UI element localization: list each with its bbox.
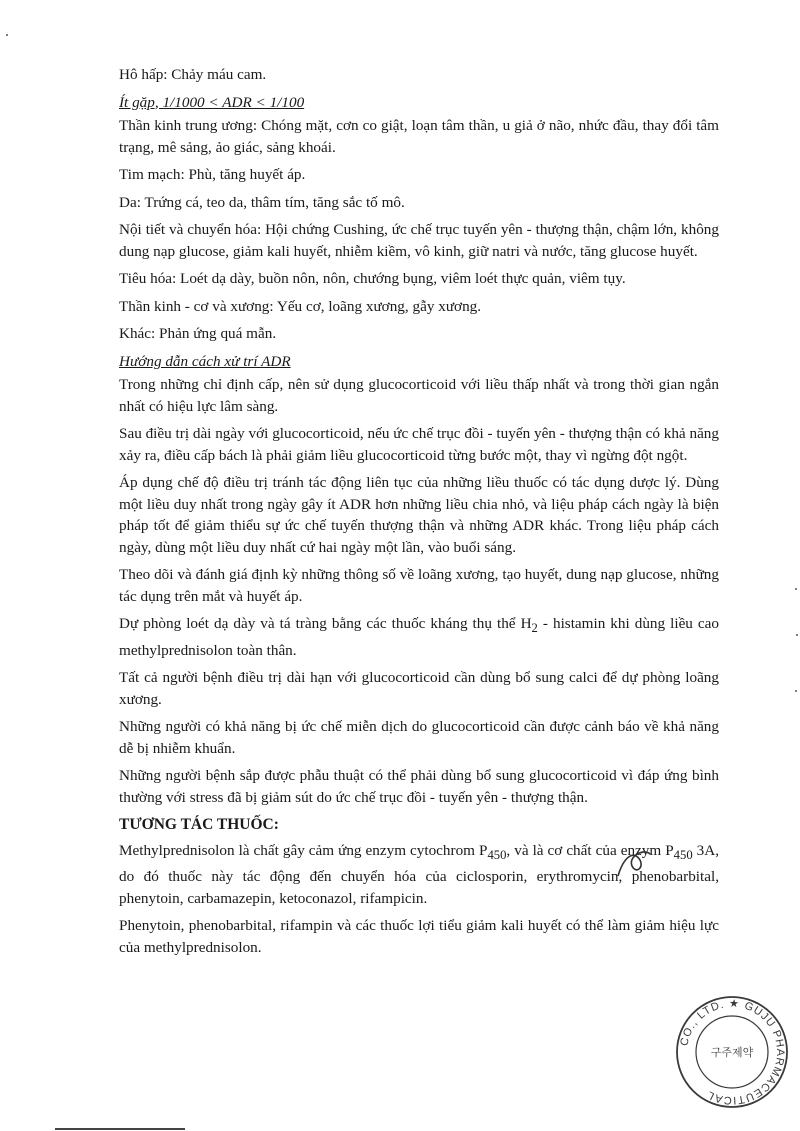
document-body — [119, 64, 719, 964]
scan-speck — [795, 690, 797, 692]
text-paragraph: Những người bệnh sắp được phẫu thuật có thể phải dùng bổ sung glucocorticoid vì đáp ứng bình thường với stress đã bị giảm sút do ức chế trục đồi - tuyến yên - thượng thận. — [119, 767, 719, 806]
text-paragraph: Phenytoin, phenobarbital, rifampin và các thuốc lợi tiểu giảm kali huyết có thể làm giảm hiệu lực của methylprednisolon. — [119, 917, 719, 956]
scan-edge-line — [55, 1128, 185, 1130]
text-line: Tim mạch: Phù, tăng huyết áp. — [119, 166, 306, 183]
signature-mark — [610, 846, 690, 880]
text-paragraph: Những người có khả năng bị ức chế miễn dịch do glucocorticoid cần được cảnh báo về khả năng dễ bị nhiễm khuẩn. — [119, 718, 719, 757]
section-heading: TƯƠNG TÁC THUỐC: — [119, 816, 279, 834]
text-paragraph: Trong những chỉ định cấp, nên sử dụng glucocorticoid với liều thấp nhất và trong thời gian ngắn nhất có hiệu lực lâm sàng. — [119, 376, 719, 415]
text-line: Khác: Phản ứng quá mẫn. — [119, 325, 277, 342]
seal-center-text: 구주제약 — [710, 1046, 754, 1059]
text-paragraph: Áp dụng chế độ điều trị tránh tác động liên tục của những liều thuốc có tác dụng dược lý. Dùng một liều duy nhất trong ngày gây ít ADR hơn những liều chia nhỏ, và liệu pháp cách ngày là biện pháp tốt để giảm thiểu sự ức chế tuyến thượng thận và những ADR khác. Trong liệu pháp cách ngày, dùng một liều duy nhất cứ hai ngày một lần, vào buổi sáng. — [119, 474, 719, 556]
scan-speck — [796, 634, 798, 636]
text-paragraph: Tất cả người bệnh điều trị dài hạn với glucocorticoid cần dùng bổ sung calci để dự phòng loãng xương. — [119, 669, 719, 708]
scan-speck — [795, 588, 797, 590]
text-paragraph: Nội tiết và chuyển hóa: Hội chứng Cushing, ức chế trục tuyến yên - thượng thận, chậm lớn, không dung nạp glucose, giảm kali huyết, nhiễm kiềm, vô kinh, giữ natri và nước, tăng glucose huyết. — [119, 221, 719, 260]
company-seal — [674, 994, 790, 1110]
text-run: Dự phòng loét dạ dày và tá tràng bằng các thuốc kháng thụ thể H — [119, 615, 532, 632]
text-run: 3A, do đó thuốc này tác động đến chuyển hóa của ciclosporin, erythromycin, phenobarbital, phenytoin, carbamazepin, ketoconazol, rifampicin. — [119, 841, 720, 907]
text-paragraph: Theo dõi và đánh giá định kỳ những thông số về loãng xương, tạo huyết, dung nạp glucose, những tác dụng trên mắt và huyết áp. — [119, 566, 719, 605]
section-subtitle: Ít gặp, 1/1000 < ADR < 1/100 — [119, 93, 305, 111]
subscript: 450 — [487, 847, 507, 862]
section-subtitle: Hướng dẫn cách xử trí ADR — [119, 352, 291, 370]
text-run: , và là cơ chất của enzym P — [506, 841, 674, 859]
subscript: 2 — [531, 621, 538, 636]
scan-speck — [6, 34, 8, 36]
text-run: Methylprednisolon là chất gây cảm ứng enzym cytochrom P — [119, 841, 488, 859]
text-line: Da: Trứng cá, teo da, thâm tím, tăng sắc tố mô. — [119, 193, 405, 211]
text-paragraph — [119, 613, 719, 661]
text-paragraph: Thần kinh trung ương: Chóng mặt, cơn co giật, loạn tâm thần, u giả ở não, nhức đầu, thay đổi tâm trạng, mê sảng, ảo giác, sảng khoái. — [119, 117, 719, 156]
text-line: Hô hấp: Chảy máu cam. — [119, 66, 267, 83]
text-line: Tiêu hóa: Loét dạ dày, buồn nôn, nôn, chướng bụng, viêm loét thực quản, viêm tụy. — [119, 270, 626, 287]
text-line: Thần kinh - cơ và xương: Yếu cơ, loãng xương, gẫy xương. — [119, 297, 482, 315]
text-paragraph: Sau điều trị dài ngày với glucocorticoid, nếu ức chế trục đồi - tuyến yên - thượng thận có khả năng xảy ra, điều cấp bách là phải giảm liều glucocorticoid từng bước một, thay vì ngừng đột ngột. — [119, 425, 719, 464]
subscript: 450 — [673, 847, 693, 862]
seal-ring-text: CO., LTD. ★ GUJU PHARMACEUTICAL — [678, 997, 787, 1107]
text-run: - histamin khi dùng liều cao methylprednisolon toàn thân. — [119, 615, 720, 659]
